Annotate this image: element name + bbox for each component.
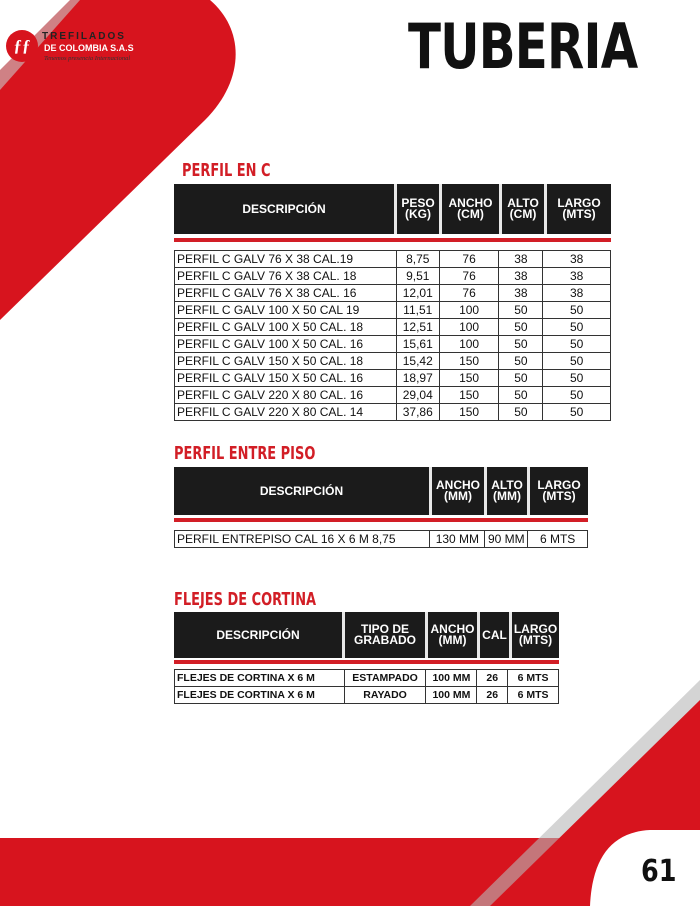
logo-line1: TREFILADOS: [42, 31, 126, 42]
table-cell: 50: [543, 404, 611, 421]
table-cell: 150: [439, 404, 499, 421]
company-logo: [6, 28, 140, 68]
page-number: 61: [641, 854, 677, 889]
table-row: [175, 285, 611, 302]
table-cell: RAYADO: [344, 687, 426, 704]
table-cell: 50: [543, 370, 611, 387]
header-alto: ALTO (CM): [507, 196, 539, 221]
header-alto: ALTO (MM): [491, 478, 523, 503]
table-cell: 150: [439, 387, 499, 404]
table-row: [175, 387, 611, 404]
table-cell: 9,51: [396, 268, 439, 285]
table-cell: 38: [543, 251, 611, 268]
table-cell: 50: [543, 319, 611, 336]
header-largo: LARGO (MTS): [557, 196, 601, 221]
table-cell: PERFIL C GALV 220 X 80 CAL. 16: [175, 387, 397, 404]
table-cell: 15,61: [396, 336, 439, 353]
table-cell: 26: [477, 687, 508, 704]
table-cell: 38: [499, 268, 543, 285]
table-row: [175, 268, 611, 285]
table-cell: 50: [499, 336, 543, 353]
table-cell: PERFIL C GALV 76 X 38 CAL. 18: [175, 268, 397, 285]
table-cell: 50: [499, 387, 543, 404]
table-row: [175, 370, 611, 387]
table-cell: 50: [499, 404, 543, 421]
table-cell: 50: [499, 302, 543, 319]
section-title-flejes: FLEJES DE CORTINA: [174, 589, 317, 610]
header-peso: PESO (KG): [401, 196, 435, 221]
table-cell: 76: [439, 251, 499, 268]
header-ancho: ANCHO (MM): [430, 622, 475, 647]
table-cell: 38: [499, 285, 543, 302]
table-row: [175, 336, 611, 353]
table-cell: 50: [543, 336, 611, 353]
table-cell: 76: [439, 268, 499, 285]
header-descripcion: DESCRIPCIÓN: [242, 201, 326, 216]
flejes-divider: [174, 660, 559, 664]
table-cell: 76: [439, 285, 499, 302]
header-ancho: ANCHO (MM): [436, 478, 480, 503]
table-cell: 12,51: [396, 319, 439, 336]
table-cell: 50: [499, 353, 543, 370]
table-cell: FLEJES DE CORTINA X 6 M: [175, 670, 345, 687]
perfil-entrepiso-divider: [174, 518, 588, 522]
table-cell: PERFIL C GALV 100 X 50 CAL. 18: [175, 319, 397, 336]
table-row: [175, 404, 611, 421]
section-title-perfil-entrepiso: PERFIL ENTRE PISO: [174, 443, 316, 464]
perfil-entrepiso-table: [174, 530, 588, 548]
table-cell: 130 MM: [430, 531, 485, 548]
header-tipo-grabado: TIPO DE GRABADO: [354, 622, 416, 647]
table-cell: PERFIL ENTREPISO CAL 16 X 6 M 8,75: [175, 531, 430, 548]
table-cell: 100: [439, 302, 499, 319]
table-cell: PERFIL C GALV 76 X 38 CAL. 16: [175, 285, 397, 302]
table-cell: 150: [439, 353, 499, 370]
table-row: [175, 302, 611, 319]
perfil-c-header: [174, 184, 611, 234]
header-largo: LARGO (MTS): [537, 478, 581, 503]
table-cell: 50: [499, 319, 543, 336]
table-cell: 8,75: [396, 251, 439, 268]
table-cell: 100: [439, 319, 499, 336]
table-row: [175, 531, 588, 548]
table-cell: 38: [499, 251, 543, 268]
table-cell: 100 MM: [426, 687, 477, 704]
table-row: [175, 670, 559, 687]
table-cell: PERFIL C GALV 150 X 50 CAL. 16: [175, 370, 397, 387]
table-cell: 100 MM: [426, 670, 477, 687]
table-cell: 6 MTS: [508, 687, 559, 704]
table-cell: 50: [543, 302, 611, 319]
table-cell: 6 MTS: [528, 531, 588, 548]
table-cell: PERFIL C GALV 76 X 38 CAL.19: [175, 251, 397, 268]
table-cell: ESTAMPADO: [344, 670, 426, 687]
header-descripcion: DESCRIPCIÓN: [216, 627, 300, 642]
table-cell: 18,97: [396, 370, 439, 387]
section-title-perfil-c: PERFIL EN C: [182, 160, 271, 181]
table-cell: FLEJES DE CORTINA X 6 M: [175, 687, 345, 704]
table-cell: 38: [543, 285, 611, 302]
logo-tf-icon: ƒƒ: [6, 30, 38, 62]
table-row: [175, 353, 611, 370]
table-cell: 26: [477, 670, 508, 687]
table-cell: 37,86: [396, 404, 439, 421]
table-cell: 38: [543, 268, 611, 285]
table-cell: PERFIL C GALV 100 X 50 CAL 19: [175, 302, 397, 319]
table-cell: 15,42: [396, 353, 439, 370]
logo-line2: DE COLOMBIA S.A.S: [44, 43, 134, 53]
table-row: [175, 687, 559, 704]
table-cell: 29,04: [396, 387, 439, 404]
flejes-header: [174, 612, 559, 658]
table-cell: PERFIL C GALV 220 X 80 CAL. 14: [175, 404, 397, 421]
table-cell: 50: [543, 353, 611, 370]
perfil-c-table: [174, 250, 611, 421]
table-cell: PERFIL C GALV 100 X 50 CAL. 16: [175, 336, 397, 353]
table-cell: 50: [543, 387, 611, 404]
table-cell: 12,01: [396, 285, 439, 302]
table-cell: 11,51: [396, 302, 439, 319]
header-cal: CAL: [482, 627, 507, 642]
table-cell: 50: [499, 370, 543, 387]
header-ancho: ANCHO (CM): [448, 196, 493, 221]
flejes-table: [174, 669, 559, 704]
header-largo: LARGO (MTS): [513, 622, 558, 647]
perfil-entrepiso-header: [174, 467, 588, 515]
logo-tagline: Tenemos presencia Internacional: [44, 55, 131, 62]
table-row: [175, 319, 611, 336]
table-cell: 6 MTS: [508, 670, 559, 687]
table-cell: PERFIL C GALV 150 X 50 CAL. 18: [175, 353, 397, 370]
header-descripcion: DESCRIPCIÓN: [259, 483, 344, 498]
table-cell: 150: [439, 370, 499, 387]
table-cell: 100: [439, 336, 499, 353]
table-row: [175, 251, 611, 268]
page-title: TUBERIA: [408, 10, 638, 83]
perfil-c-divider: [174, 238, 611, 242]
table-cell: 90 MM: [485, 531, 528, 548]
